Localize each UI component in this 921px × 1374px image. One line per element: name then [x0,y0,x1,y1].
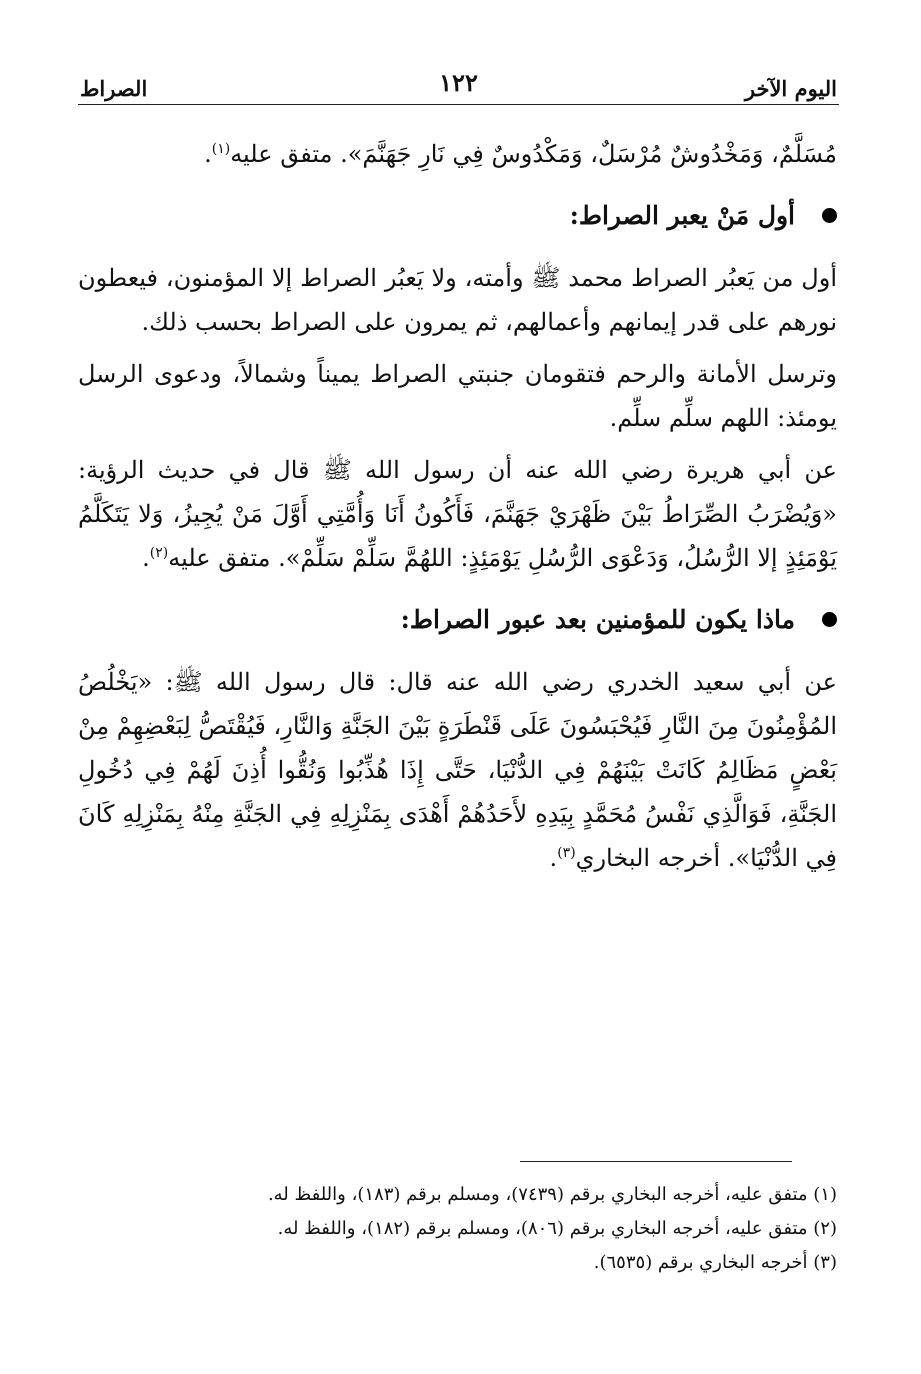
footnote: (٣) أخرجه البخاري برقم (٦٥٣٥). [593,1252,837,1273]
paragraph-text: مُسَلَّمٌ، وَمَخْدُوشٌ مُرْسَلٌ، وَمَكْدُوسٌ فِي نَارِ جَهَنَّمَ». متفق عليه [230,140,837,168]
header-divider [78,104,839,105]
bullet-icon [822,208,837,223]
paragraph-text: عن أبي هريرة رضي الله عنه أن رسول الله ﷺ قال في حديث الرؤية: «وَيُضْرَبُ الصِّرَاطُ بَيْنَ ظَهْرَيْ جَهَنَّمَ، فَأَكُونُ أَنَا وَأُمَّتِي أَوَّلَ مَنْ يُجِيزُ، وَلا يَتَكَلَّمُ يَوْمَئِذٍ إلا الرُّسُلُ، وَدَعْوَى الرُّسُلِ يَوْمَئِذٍ: اللهُمَّ سَلِّمْ سَلِّمْ». متفق عليه [78,456,837,572]
section-heading [78,194,837,238]
hadith-paragraph [78,660,837,880]
footnote: (١) متفق عليه، أخرجه البخاري برقم (٧٤٣٩)، ومسلم برقم (١٨٣)، واللفظ له. [267,1184,837,1205]
page-number: ١٢٢ [439,68,478,97]
bullet-icon [822,612,837,627]
footnote: (٢) متفق عليه، أخرجه البخاري برقم (٨٠٦)، ومسلم برقم (١٨٢)، واللفظ له. [277,1218,837,1239]
paragraph-continuation [78,132,837,176]
header-book-title: اليوم الآخر [744,76,837,101]
paragraph-end: . [142,544,150,572]
paragraph-text: عن أبي سعيد الخدري رضي الله عنه قال: قال رسول الله ﷺ: «يَخْلُصُ المُؤْمِنُونَ مِنَ النَّارِ فَيُحْبَسُونَ عَلَى قَنْطَرَةٍ بَيْنَ الجَنَّةِ وَالنَّارِ، فَيُقْتَصُّ لِبَعْضِهِمْ مِنْ بَعْضٍ مَظَالِمُ كَانَتْ بَيْنَهُمْ فِي الدُّنْيَا، حَتَّى إِذَا هُذِّبُوا وَنُقُّوا أُذِنَ لَهُمْ فِي دُخُولِ الجَنَّةِ، فَوَالَّذِي نَفْسُ مُحَمَّدٍ بِيَدِهِ لأَحَدُهُمْ أَهْدَى بِمَنْزِلِهِ فِي الجَنَّةِ مِنْهُ بِمَنْزِلِهِ كَانَ فِي الدُّنْيَا». أخرجه البخاري [78,668,837,872]
section-heading [78,598,837,642]
paragraph: أول من يَعبُر الصراط محمد ﷺ وأمته، ولا يَعبُر الصراط إلا المؤمنون، فيعطون نورهم على قدر إيمانهم وأعمالهم، ثم يمرون على الصراط بحسب ذلك. [78,264,837,336]
section-heading-text: ماذا يكون للمؤمنين بعد عبور الصراط: [400,605,795,634]
paragraph-end: . [549,844,558,872]
paragraph-end: . [204,140,212,168]
main-text [78,132,837,888]
header-chapter-title: الصراط [80,76,148,101]
footnote-reference: (١) [211,141,231,157]
paragraph: وترسل الأمانة والرحم فتقومان جنبتي الصراط يميناً وشمالاً، ودعوى الرسل يومئذ: اللهم سلِّم سلِّم. [78,360,837,432]
footnote-reference: (٣) [557,845,576,861]
running-header [80,68,837,104]
hadith-paragraph [78,448,837,580]
footnote-divider [520,1161,792,1162]
footnote-reference: (٢) [149,545,169,561]
section-heading-text: أول مَنْ يعبر الصراط: [569,201,795,230]
footnotes [84,1180,837,1282]
